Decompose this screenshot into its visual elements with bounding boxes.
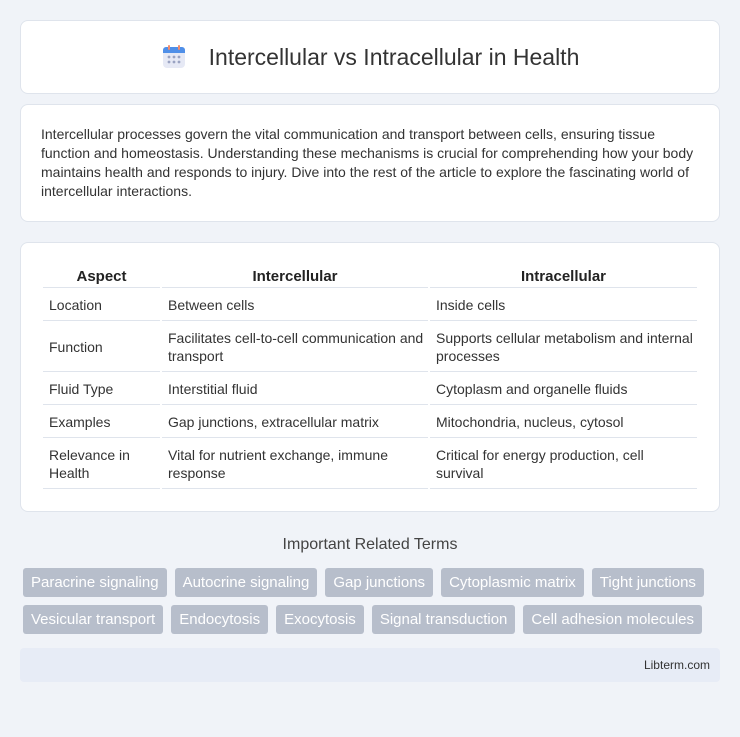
table-cell: Interstitial fluid [162,374,428,405]
intro-card [20,104,720,222]
table-header-intercellular: Intercellular [162,265,428,288]
related-terms-list [20,568,720,634]
footer [20,648,720,682]
table-cell: Gap junctions, extracellular matrix [162,407,428,438]
calendar-icon [161,44,187,70]
table-header-aspect: Aspect [43,265,160,288]
table-cell: Relevance in Health [43,440,160,489]
table-cell: Cytoplasm and organelle fluids [430,374,697,405]
table-cell: Vital for nutrient exchange, immune response [162,440,428,489]
footer-brand-link[interactable]: Libterm.com [643,658,710,672]
related-terms-title: Important Related Terms [282,536,458,553]
related-term-tag[interactable]: Autocrine signaling [175,568,318,597]
table-cell: Facilitates cell-to-cell communication and transport [162,323,428,372]
related-term-tag[interactable]: Cytoplasmic matrix [441,568,584,597]
table-cell: Supports cellular metabolism and internal processes [430,323,697,372]
related-term-tag[interactable]: Cell adhesion molecules [523,605,702,634]
table-cell: Critical for energy production, cell survival [430,440,697,489]
table-cell: Function [43,323,160,372]
table-cell: Inside cells [430,290,697,321]
table-row [43,374,697,405]
related-term-tag[interactable]: Tight junctions [592,568,704,597]
table-cell: Location [43,290,160,321]
header-card [20,20,720,94]
table-header-intracellular: Intracellular [430,265,697,288]
table-row [43,290,697,321]
comparison-table [41,263,699,491]
table-header-row [43,265,697,288]
table-row [43,440,697,489]
table-cell: Between cells [162,290,428,321]
page-title: Intercellular vs Intracellular in Health [208,43,580,70]
intro-text: Intercellular processes govern the vital communication and transport between cells, ensuring tissue function and homeostasis. Understanding these mechanisms is crucial for comprehending how your body maintains health and responds to injury. Dive into the rest of the article to explore the fascinating world of intercellular interactions. [41,126,694,199]
table-cell: Examples [43,407,160,438]
table-cell: Fluid Type [43,374,160,405]
related-term-tag[interactable]: Paracrine signaling [23,568,167,597]
comparison-table-card [20,242,720,512]
table-cell: Mitochondria, nucleus, cytosol [430,407,697,438]
related-term-tag[interactable]: Signal transduction [372,605,516,634]
related-term-tag[interactable]: Exocytosis [276,605,364,634]
table-row [43,323,697,372]
related-term-tag[interactable]: Endocytosis [171,605,268,634]
related-term-tag[interactable]: Gap junctions [325,568,433,597]
related-term-tag[interactable]: Vesicular transport [23,605,163,634]
table-row [43,407,697,438]
